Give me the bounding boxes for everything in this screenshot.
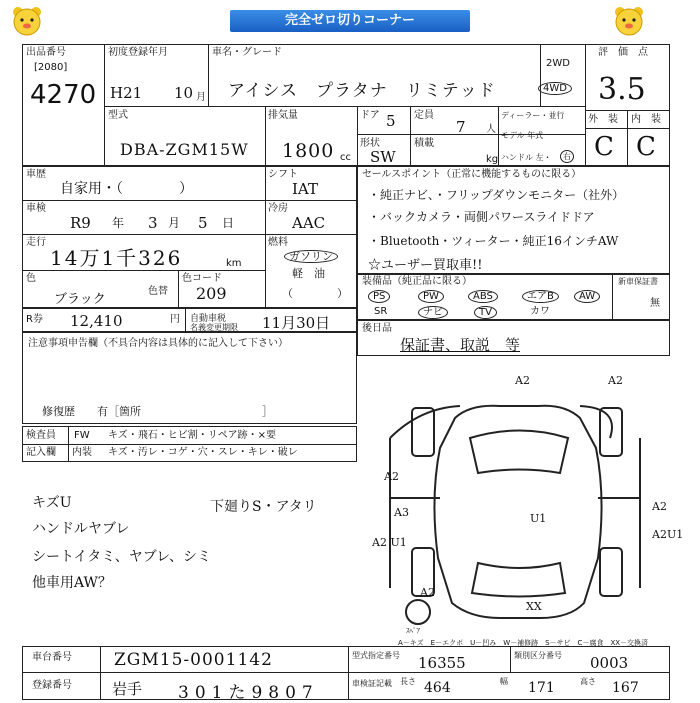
type-designation-label: 型式指定番号: [352, 651, 400, 660]
grade-exterior-label: 外 装: [588, 114, 618, 125]
first-reg-label: 初度登録年月: [108, 47, 168, 58]
inspection-month-unit: 月: [168, 216, 181, 230]
lot-number: 4270: [30, 80, 97, 110]
aircon-value: AAC: [292, 214, 326, 232]
inspector-fw-text: キズ・飛石・ヒビ割・リペア跡・×要: [108, 430, 276, 441]
inspection-day: 5: [198, 214, 208, 232]
lot-code: [2080]: [34, 62, 68, 73]
shift-value: IAT: [292, 180, 318, 198]
damage-legend: A－キズ E－エクボ U－凹み W－補修跡 S－サビ C－腐食 XX－交換済: [398, 639, 649, 647]
sales-point-line: ・Bluetooth・ツィーター・純正16インチAW: [368, 234, 619, 248]
mileage-value: 14万1千326: [50, 246, 183, 270]
car-name-label: 車名・グレード: [212, 47, 282, 58]
color-code: 209: [196, 284, 227, 303]
banner-title: 完全ゼロ切りコーナー: [230, 10, 470, 32]
length-label: 長さ: [400, 677, 416, 686]
recycle-value: 12,410: [70, 312, 123, 330]
inspector-label: 検査員: [26, 430, 56, 441]
model-value: DBA-ZGM15W: [120, 140, 249, 159]
height-label: 高さ: [580, 677, 596, 686]
grade-label: 評 価 点: [598, 47, 648, 58]
handwritten-note: 他車用AW？: [32, 575, 112, 591]
repair-history: 修復歴 有［箇所 ］: [42, 405, 273, 418]
handwritten-note: シートイタミ、ヤブレ、シミ: [32, 549, 212, 565]
first-reg-month-unit: 月: [196, 92, 206, 103]
equipment-item: ABS: [468, 290, 498, 303]
inspection-day-unit: 日: [222, 216, 235, 230]
damage-mark: U1: [530, 512, 547, 525]
spare-tire: [406, 600, 430, 624]
handle-label: ハンドル 左・: [501, 153, 552, 162]
damage-mark: A2 U1: [372, 536, 407, 549]
doors-value: 5: [386, 112, 396, 130]
equipment-item: AW: [574, 290, 600, 303]
registration-area: 岩手: [112, 680, 143, 698]
damage-mark: A2: [515, 374, 530, 387]
fuel-other: （ ）: [282, 287, 348, 300]
damage-mark: A3: [394, 506, 409, 519]
side-outline: [390, 438, 640, 588]
equipment-item: SR: [374, 306, 388, 317]
class-label: 類別区分番号: [514, 651, 562, 660]
handwritten-note: キズU: [32, 495, 72, 511]
displacement-unit: cc: [340, 152, 351, 163]
shift-label: シフト: [268, 169, 298, 180]
inspection-month: 3: [148, 214, 158, 232]
fuel-label: 燃料: [268, 237, 288, 248]
grade-interior: C: [636, 132, 656, 162]
lot-label: 出品番号: [26, 47, 66, 58]
inspection-year-unit: 年: [112, 216, 125, 230]
fuel-gasoline: ガソリン: [284, 250, 338, 263]
dealer-label: ディーラー・並行: [501, 111, 565, 120]
grade-value: 3.5: [598, 72, 646, 107]
warranty-label: 新車保証書: [618, 277, 658, 286]
damage-mark: A2: [652, 500, 667, 513]
equipment-item: TV: [474, 306, 497, 319]
color-label: 色: [26, 273, 36, 284]
damage-mark: A2: [420, 586, 435, 599]
rear-window: [472, 563, 565, 597]
inspector-interior-text: キズ・汚レ・コゲ・穴・スレ・キレ・破レ: [108, 447, 298, 458]
equipment-item: PS: [368, 290, 390, 303]
after-day-label: 後日品: [362, 323, 392, 334]
damage-mark: XX: [526, 600, 542, 613]
model-label: 型式: [108, 110, 128, 121]
capacity-label: 定員: [414, 110, 434, 121]
sales-points-label: セールスポイント（正常に機能するものに限る）: [362, 169, 582, 180]
registration-number: 301た9807: [178, 683, 319, 703]
width-value: 171: [528, 680, 555, 696]
history-label: 車歴: [26, 169, 46, 180]
notes-label: 注意事項申告欄（不具合内容は具体的に記入して下さい）: [28, 338, 288, 349]
tax-value: 11月30日: [262, 314, 331, 332]
equipment-item: エアB: [522, 290, 559, 303]
doors-label: ドア: [360, 110, 380, 121]
history-value: 自家用・（ ）: [60, 181, 193, 197]
capacity-unit: 人: [486, 124, 496, 135]
first-reg-month: 10: [174, 84, 194, 102]
sales-point-line: ・純正ナビ、・フリップダウンモニター（社外）: [368, 188, 625, 202]
chassis-label: 車台番号: [32, 652, 72, 663]
warranty-none: 無: [650, 298, 660, 309]
tax-label-2: 名義変更期限: [190, 323, 238, 332]
damage-mark: A2: [384, 470, 399, 483]
inspector-interior-tag: 内装: [72, 447, 92, 458]
mileage-unit: km: [226, 258, 242, 269]
first-reg-era: H21: [110, 84, 143, 102]
color-code-label: 色コード: [182, 273, 222, 284]
height-value: 167: [612, 680, 639, 696]
header-banner: [0, 0, 700, 42]
shape-value: SW: [370, 148, 396, 166]
shape-label: 形状: [360, 138, 380, 149]
drive-2wd: 2WD: [546, 58, 570, 69]
bear-mascot-icon: [10, 4, 44, 38]
displacement-label: 排気量: [268, 110, 298, 121]
equipment-item: ナビ: [418, 306, 448, 319]
inspector-label-2: 記入欄: [26, 447, 56, 458]
sales-point-line: ☆ユーザー買取車!!: [368, 258, 483, 273]
grade-exterior: C: [594, 132, 614, 162]
windshield: [470, 431, 568, 474]
damage-mark: A2: [608, 374, 623, 387]
spare-label: ｽﾍﾟｱ: [406, 627, 420, 635]
fuel-diesel: 軽 油: [292, 267, 325, 280]
registration-label: 登録番号: [32, 680, 72, 691]
length-value: 464: [424, 680, 451, 696]
equipment-item: カワ: [530, 306, 550, 317]
sales-point-line: ・バックカメラ・両側パワースライドドア: [368, 210, 595, 224]
capacity-value: 7: [456, 118, 466, 136]
car-name-value: アイシス プラタナ リミテッド: [228, 81, 496, 101]
model-year-label: モデル 年式: [501, 131, 544, 140]
handwritten-note-right: 下廻りS・アタリ: [210, 499, 317, 515]
rear-right-wheel: [600, 548, 622, 596]
equipment-item: PW: [418, 290, 444, 303]
load-unit: kg: [486, 154, 499, 165]
handle-value: 右: [560, 150, 574, 163]
inspection-era: R9: [70, 214, 91, 232]
grade-interior-label: 内 装: [631, 114, 661, 125]
inspector-fw-tag: FW: [74, 430, 90, 441]
bear-mascot-icon: [612, 4, 646, 38]
front-outline: [390, 406, 612, 438]
class-value: 0003: [590, 654, 629, 672]
color-swap-label: 色替: [148, 286, 168, 297]
chassis-value: ZGM15-0001142: [114, 650, 273, 670]
mileage-label: 走行: [26, 237, 46, 248]
after-day-value: 保証書、取説 等: [400, 336, 521, 354]
recycle-unit: 円: [170, 314, 180, 325]
width-label: 幅: [500, 677, 508, 686]
load-label: 積載: [414, 138, 434, 149]
color-value: ブラック: [54, 292, 106, 307]
equipment-label: 装備品（純正品に限る）: [362, 276, 472, 287]
displacement-value: 1800: [282, 140, 335, 162]
drive-4wd: 4WD: [538, 82, 572, 95]
recycle-label: R券: [26, 314, 43, 325]
damage-mark: A2U1: [652, 528, 684, 541]
handwritten-note: ハンドルヤブレ: [32, 521, 130, 537]
inspection-label: 車検: [26, 203, 46, 214]
reg-cert-label: 車検証記載: [352, 679, 392, 688]
car-body-outline: [434, 406, 601, 618]
tax-label: 自動車税: [190, 314, 227, 324]
aircon-label: 冷房: [268, 203, 288, 214]
type-designation-value: 16355: [418, 654, 466, 672]
car-damage-diagram: [360, 368, 670, 630]
